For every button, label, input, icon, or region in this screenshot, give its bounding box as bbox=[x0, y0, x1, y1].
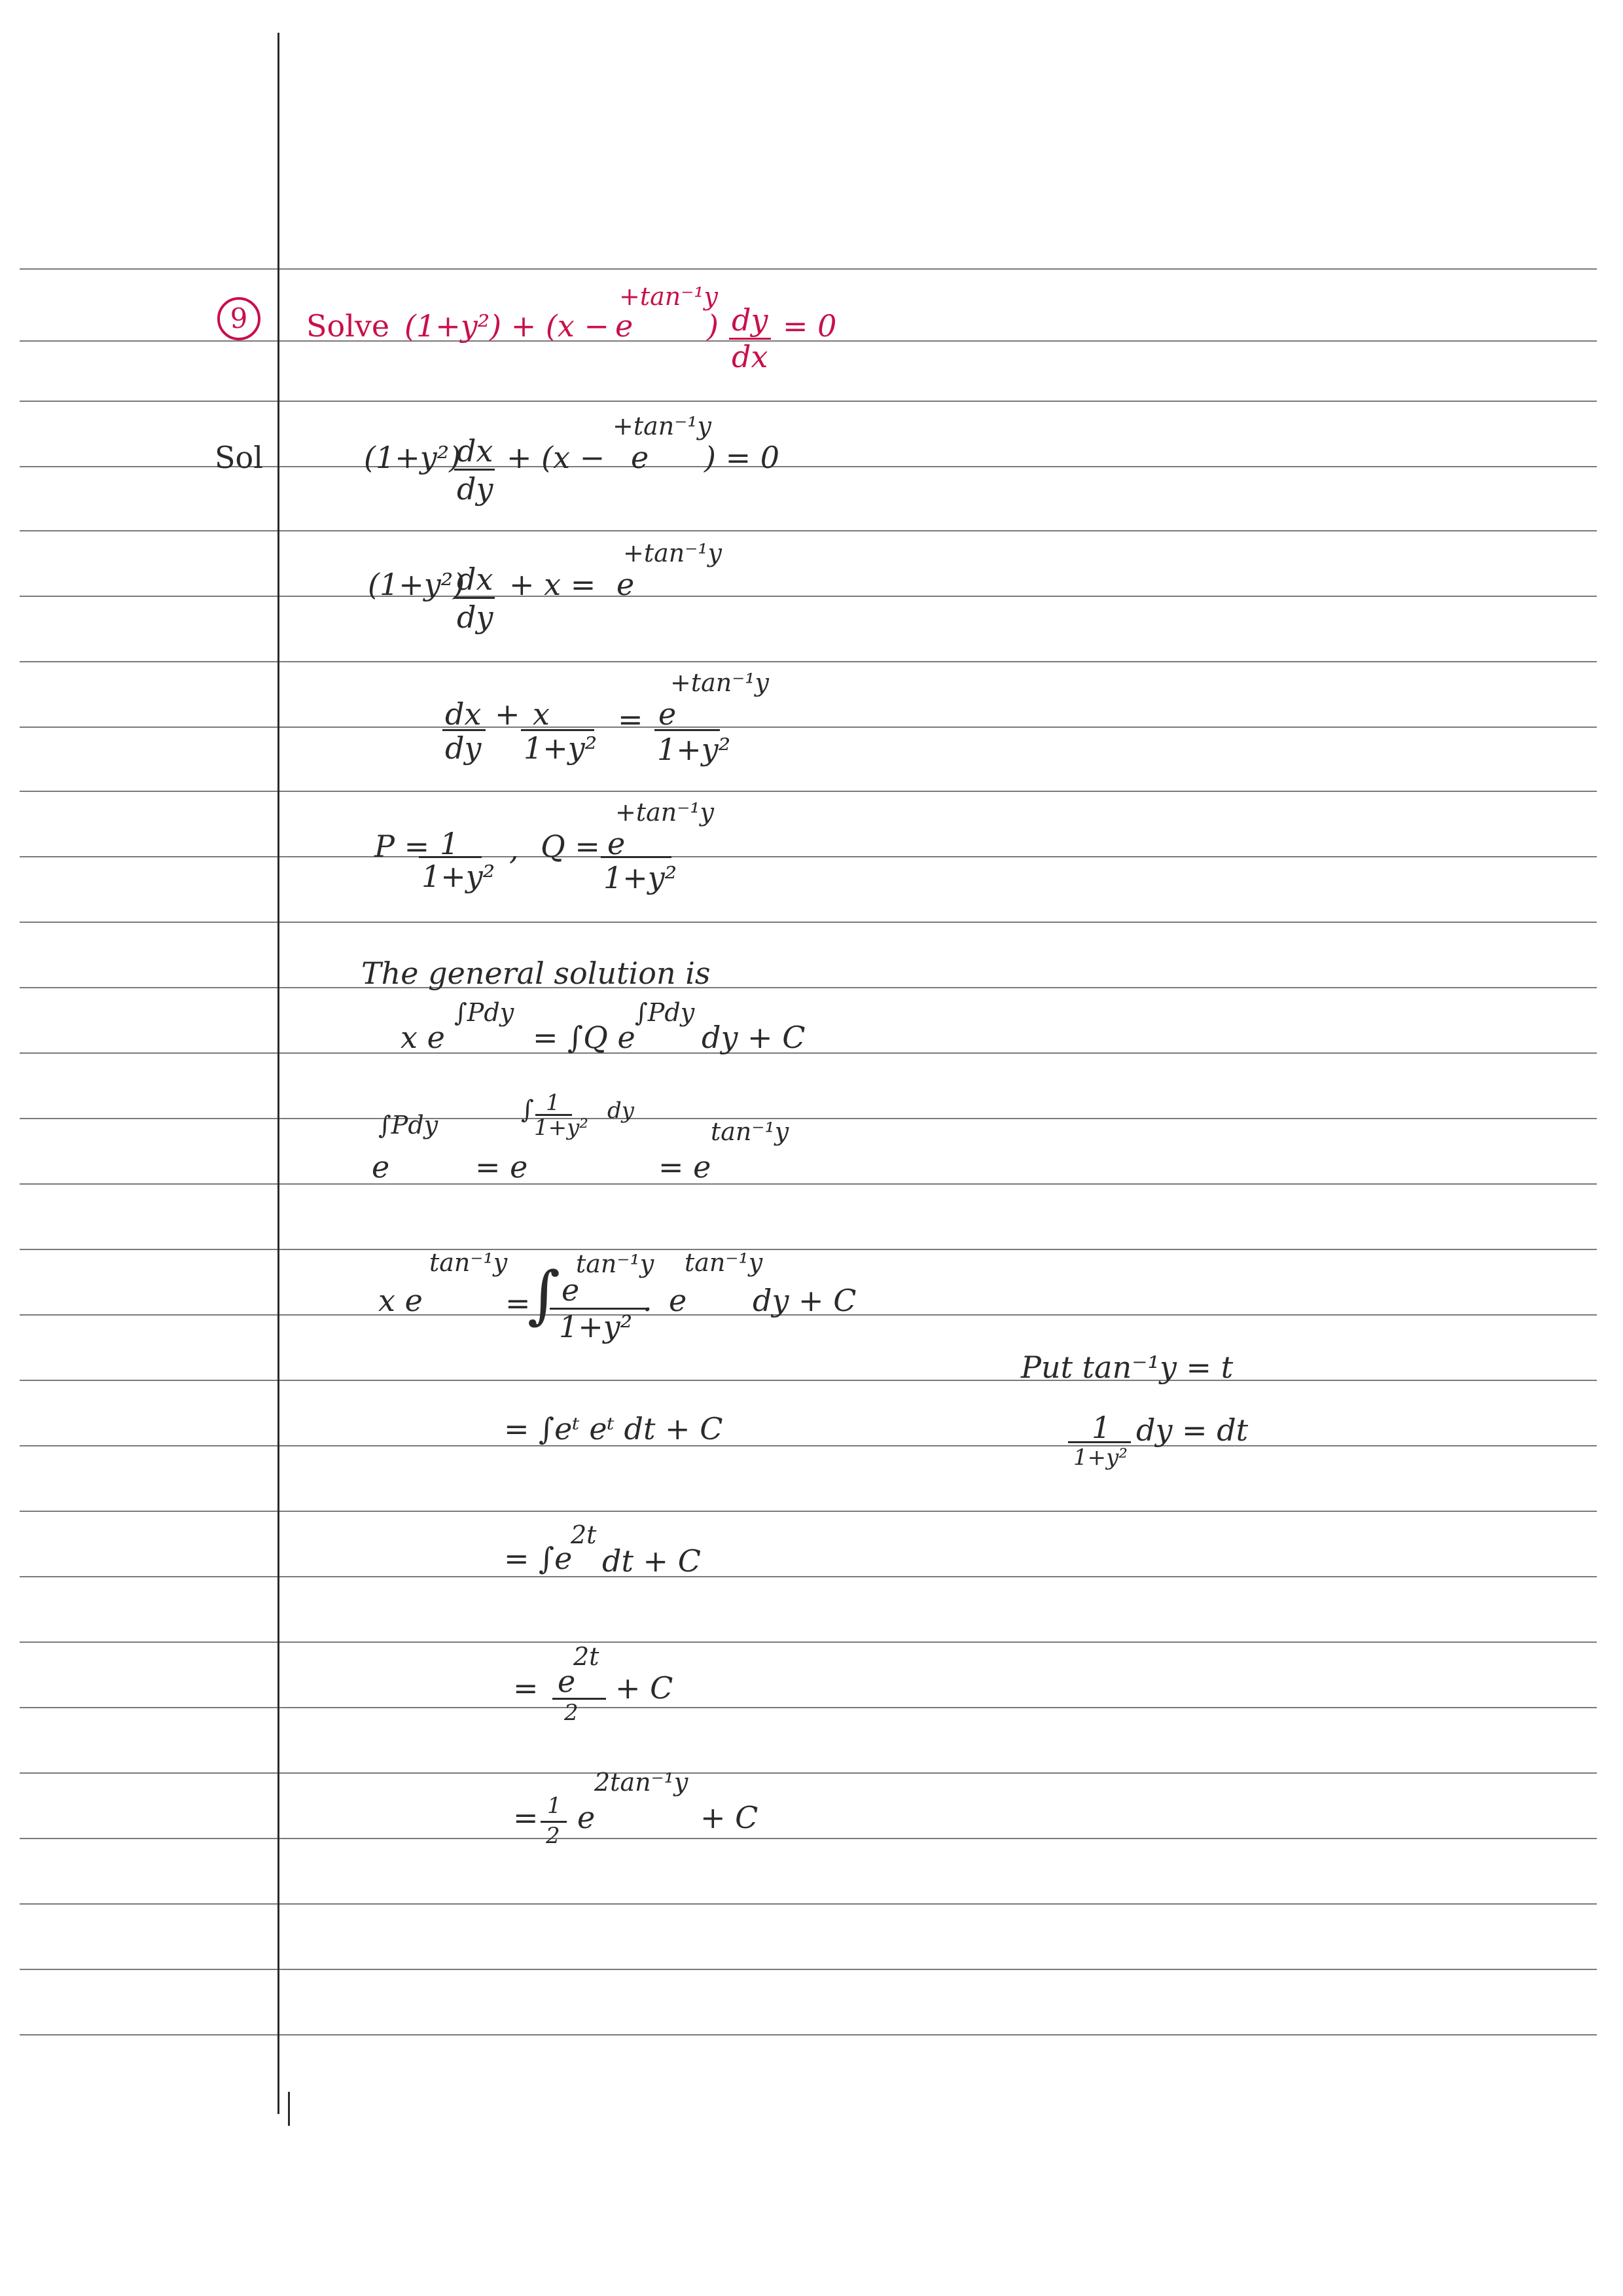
question-dx: dx bbox=[732, 339, 768, 374]
ifactor-eq1: = e bbox=[475, 1149, 528, 1185]
substitution-bar bbox=[1068, 1441, 1131, 1443]
step2-dx: dx bbox=[457, 562, 493, 597]
ruled-line bbox=[20, 1969, 1597, 1970]
step3-dx: dx bbox=[445, 696, 482, 732]
ruled-line bbox=[20, 2034, 1597, 2036]
ruled-line bbox=[20, 791, 1597, 792]
step5-den: 1+y² bbox=[559, 1309, 633, 1344]
step1-dx: dx bbox=[457, 433, 493, 469]
ruled-line bbox=[20, 1772, 1597, 1774]
ruled-line bbox=[20, 268, 1597, 270]
step2-fraction-bar bbox=[454, 597, 495, 599]
step8-e: e bbox=[558, 1664, 576, 1699]
ruled-line bbox=[20, 1511, 1597, 1512]
ruled-line bbox=[20, 987, 1597, 988]
question-equals-zero: = 0 bbox=[783, 308, 837, 344]
general-lhs-sup: ∫Pdy bbox=[454, 998, 514, 1027]
ruled-line bbox=[20, 1380, 1597, 1381]
step9-end: + C bbox=[700, 1800, 758, 1835]
general-heading: The general solution is bbox=[361, 956, 711, 991]
step4-p: P = bbox=[374, 829, 430, 864]
ifactor-sup2-num: 1 bbox=[546, 1090, 560, 1116]
step4-q: Q = bbox=[541, 829, 600, 864]
step4-one: 1 bbox=[440, 826, 459, 861]
question-label: Solve bbox=[306, 308, 390, 344]
step3-den: 1+y² bbox=[524, 730, 597, 766]
substitution-line1: Put tan⁻¹y = t bbox=[1021, 1350, 1234, 1385]
ruled-line bbox=[20, 1183, 1597, 1185]
solution-label: Sol bbox=[215, 440, 263, 475]
ruled-line bbox=[20, 1249, 1597, 1250]
step2-sup: +tan⁻¹y bbox=[623, 539, 722, 567]
step4-comma: , bbox=[509, 831, 519, 867]
step3-dy: dy bbox=[445, 730, 482, 766]
question-number: 9 bbox=[217, 297, 260, 340]
step8-end: + C bbox=[615, 1670, 673, 1706]
step4-e: e bbox=[607, 826, 626, 861]
step2-lhs: (1+y²) bbox=[368, 567, 465, 602]
ruled-line bbox=[20, 1118, 1597, 1119]
step5-lhs: x e bbox=[378, 1283, 423, 1318]
ifactor-sup3: tan⁻¹y bbox=[711, 1117, 789, 1146]
substitution-den: 1+y² bbox=[1073, 1444, 1128, 1471]
step1-rhs: ) = 0 bbox=[704, 440, 779, 475]
step9-den: 2 bbox=[546, 1823, 560, 1849]
step3-eq: = bbox=[618, 702, 643, 737]
general-rhs-end: dy + C bbox=[702, 1020, 806, 1055]
ifactor-sup2-int: ∫ bbox=[521, 1095, 534, 1124]
ruled-line bbox=[20, 401, 1597, 402]
step1-e: e bbox=[631, 440, 649, 475]
step2-e: e bbox=[616, 567, 635, 602]
step3-sup: +tan⁻¹y bbox=[670, 668, 769, 697]
step1-lhs: (1+y²) bbox=[364, 440, 461, 475]
step3-plus: + bbox=[495, 696, 520, 732]
ruled-line bbox=[20, 1576, 1597, 1577]
ifactor-eq2: = e bbox=[658, 1149, 711, 1185]
step9-num: 1 bbox=[547, 1793, 562, 1819]
general-lhs-x: x e bbox=[401, 1020, 445, 1055]
step6-line: = ∫eᵗ eᵗ dt + C bbox=[504, 1411, 723, 1446]
ruled-line bbox=[20, 661, 1597, 662]
ruled-line bbox=[20, 1707, 1597, 1708]
step2-mid: + x = bbox=[509, 567, 596, 602]
ruled-line bbox=[20, 922, 1597, 923]
step4-p-bar bbox=[419, 856, 482, 858]
step9-e: e bbox=[577, 1800, 596, 1835]
step8-sup: 2t bbox=[573, 1642, 599, 1671]
margin-tick bbox=[288, 2092, 290, 2126]
step8-fraction-bar bbox=[552, 1698, 606, 1700]
step7-sup: 2t bbox=[571, 1520, 597, 1549]
step5-e2: e bbox=[669, 1283, 687, 1318]
step3-den2: 1+y² bbox=[657, 732, 731, 767]
ruled-line bbox=[20, 1641, 1597, 1643]
ruled-line bbox=[20, 1838, 1597, 1839]
ifactor-sup2-den: 1+y² bbox=[534, 1115, 588, 1141]
step1-sup: +tan⁻¹y bbox=[613, 412, 711, 440]
substitution-dy: dy = dt bbox=[1136, 1412, 1249, 1448]
step1-dy: dy bbox=[457, 471, 493, 507]
ruled-line bbox=[20, 856, 1597, 857]
ifactor-e1: e bbox=[372, 1149, 390, 1185]
step7-end: dt + C bbox=[602, 1543, 701, 1579]
question-dy: dy bbox=[732, 302, 768, 338]
margin-line bbox=[277, 33, 279, 2114]
step3-rhs-bar bbox=[654, 729, 720, 731]
ifactor-sup2-dy: dy bbox=[607, 1098, 634, 1124]
step5-eq: = bbox=[505, 1285, 531, 1321]
step9-eq: = bbox=[513, 1800, 539, 1835]
step5-sup2: tan⁻¹y bbox=[685, 1248, 763, 1277]
step4-q-bar bbox=[601, 856, 671, 858]
ruled-line bbox=[20, 726, 1597, 728]
step5-sup1: tan⁻¹y bbox=[576, 1249, 654, 1278]
step1-fraction-bar bbox=[454, 469, 495, 471]
step8-eq: = bbox=[513, 1670, 539, 1706]
step7-eq: = ∫e bbox=[504, 1541, 573, 1576]
step5-lhs-sup: tan⁻¹y bbox=[429, 1248, 508, 1277]
ruled-line bbox=[20, 1445, 1597, 1446]
ruled-line bbox=[20, 596, 1597, 597]
step4-den: 1+y² bbox=[421, 859, 495, 894]
step5-end: dy + C bbox=[753, 1283, 857, 1318]
step2-dy: dy bbox=[457, 600, 493, 635]
step4-sup: +tan⁻¹y bbox=[615, 798, 714, 827]
ifactor-sup1: ∫Pdy bbox=[378, 1111, 438, 1139]
question-lhs: (1+y²) + (x − bbox=[404, 308, 609, 344]
step3-x: x bbox=[533, 696, 550, 732]
step3-e: e bbox=[658, 696, 677, 732]
ruled-line bbox=[20, 530, 1597, 531]
step5-e1: e bbox=[562, 1272, 580, 1308]
general-rhs: = ∫Q e bbox=[533, 1020, 635, 1055]
question-exp-base: e bbox=[615, 308, 633, 344]
step8-den: 2 bbox=[564, 1700, 579, 1726]
step9-sup: 2tan⁻¹y bbox=[594, 1768, 688, 1797]
substitution-num: 1 bbox=[1092, 1410, 1111, 1445]
ruled-line bbox=[20, 1903, 1597, 1905]
question-exp-sup: +tan⁻¹y bbox=[619, 282, 718, 311]
step4-den2: 1+y² bbox=[603, 860, 677, 895]
question-close: ) bbox=[707, 308, 719, 344]
step1-mid: + (x − bbox=[507, 440, 605, 475]
step5-dot: . bbox=[643, 1283, 652, 1318]
step5-integral: ∫ bbox=[527, 1258, 561, 1331]
ruled-line bbox=[20, 1052, 1597, 1054]
general-rhs-sup: ∫Pdy bbox=[635, 998, 695, 1027]
